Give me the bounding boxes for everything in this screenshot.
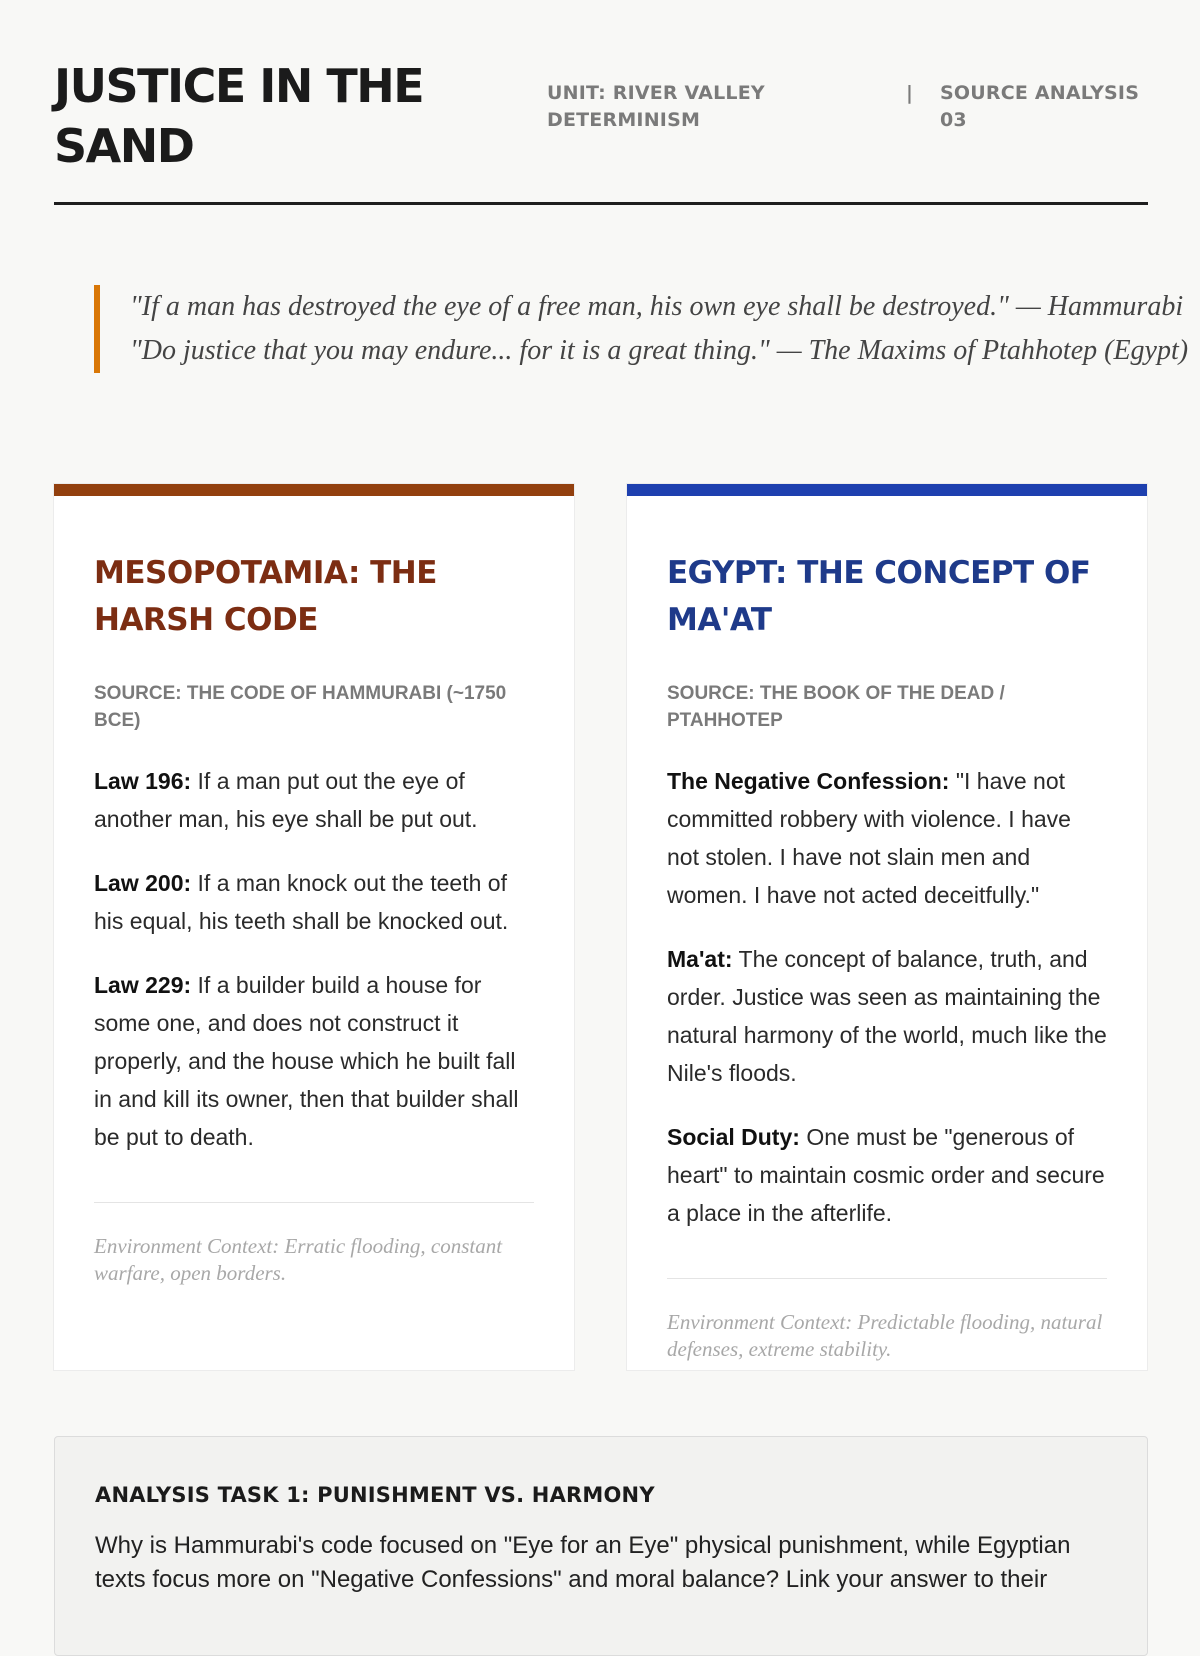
law-entry <box>94 864 534 940</box>
egypt-entry-label: Social Duty: <box>667 1124 800 1150</box>
law-text: If a man put out the eye of another man, his eye shall be put out. <box>94 768 478 832</box>
analysis-task-box <box>54 1436 1148 1656</box>
egypt-entry-text: The concept of balance, truth, and order. Justice was seen as maintaining the natural harmony of the world, much like the Nile's floods. <box>667 946 1107 1086</box>
header-separator: | <box>906 82 914 104</box>
law-text: If a man knock out the teeth of his equal, his teeth shall be knocked out. <box>94 870 509 934</box>
law-label: Law 229: <box>94 972 192 998</box>
egypt-card-title: EGYPT: THE CONCEPT OF MA'AT <box>667 555 1091 638</box>
quote-hammurabi: "If a man has destroyed the eye of a free man, his own eye shall be destroyed." — Hammurabi <box>130 291 1184 322</box>
egypt-environment-context: Environment Context: Predictable flooding, natural defenses, extreme stability. <box>667 1310 1103 1361</box>
law-entry <box>94 966 534 1156</box>
egypt-source: SOURCE: THE BOOK OF THE DEAD / PTAHHOTEP <box>667 683 1005 731</box>
opening-quotes <box>94 285 1200 373</box>
mesopotamia-environment-context: Environment Context: Erratic flooding, constant warfare, open borders. <box>94 1234 503 1285</box>
egypt-entry <box>667 1118 1107 1232</box>
law-label: Law 200: <box>94 870 192 896</box>
quote-ptahhotep: "Do justice that you may endure... for it is a great thing." — The Maxims of Ptahhotep (Egypt) <box>130 335 1189 366</box>
egypt-entry-label: The Negative Confession: <box>667 768 950 794</box>
egypt-card <box>627 484 1147 1370</box>
law-label: Law 196: <box>94 768 192 794</box>
mesopotamia-card <box>54 484 574 1370</box>
page-title: JUSTICE IN THE SAND <box>54 59 424 173</box>
source-analysis-label: SOURCE ANALYSIS 03 <box>940 82 1140 131</box>
card-divider <box>667 1278 1107 1279</box>
law-text: If a builder build a house for some one, and does not construct it properly, and the house which he built fall in and kill its owner, then that builder shall be put to death. <box>94 972 519 1150</box>
law-entry <box>94 762 534 838</box>
egypt-entry <box>667 762 1107 914</box>
egypt-entry-text: One must be "generous of heart" to maintain cosmic order and secure a place in the afterlife. <box>667 1124 1105 1226</box>
egypt-entry-text: "I have not committed robbery with violence. I have not stolen. I have not slain men and women. I have not acted deceitfully." <box>667 768 1071 908</box>
egypt-entry-label: Ma'at: <box>667 946 733 972</box>
egypt-entry <box>667 940 1107 1092</box>
mesopotamia-card-title: MESOPOTAMIA: THE HARSH CODE <box>94 555 437 638</box>
page-header <box>54 52 1148 205</box>
unit-label: UNIT: RIVER VALLEY DETERMINISM <box>547 82 765 131</box>
mesopotamia-source: SOURCE: THE CODE OF HAMMURABI (~1750 BCE) <box>94 683 507 731</box>
analysis-task-prompt: Why is Hammurabi's code focused on "Eye for an Eye" physical punishment, while Egyptian texts focus more on "Negative Confessions" and moral balance? Link your answer to their <box>95 1532 1071 1593</box>
card-divider <box>94 1202 534 1203</box>
analysis-task-title: ANALYSIS TASK 1: PUNISHMENT VS. HARMONY <box>95 1483 655 1507</box>
